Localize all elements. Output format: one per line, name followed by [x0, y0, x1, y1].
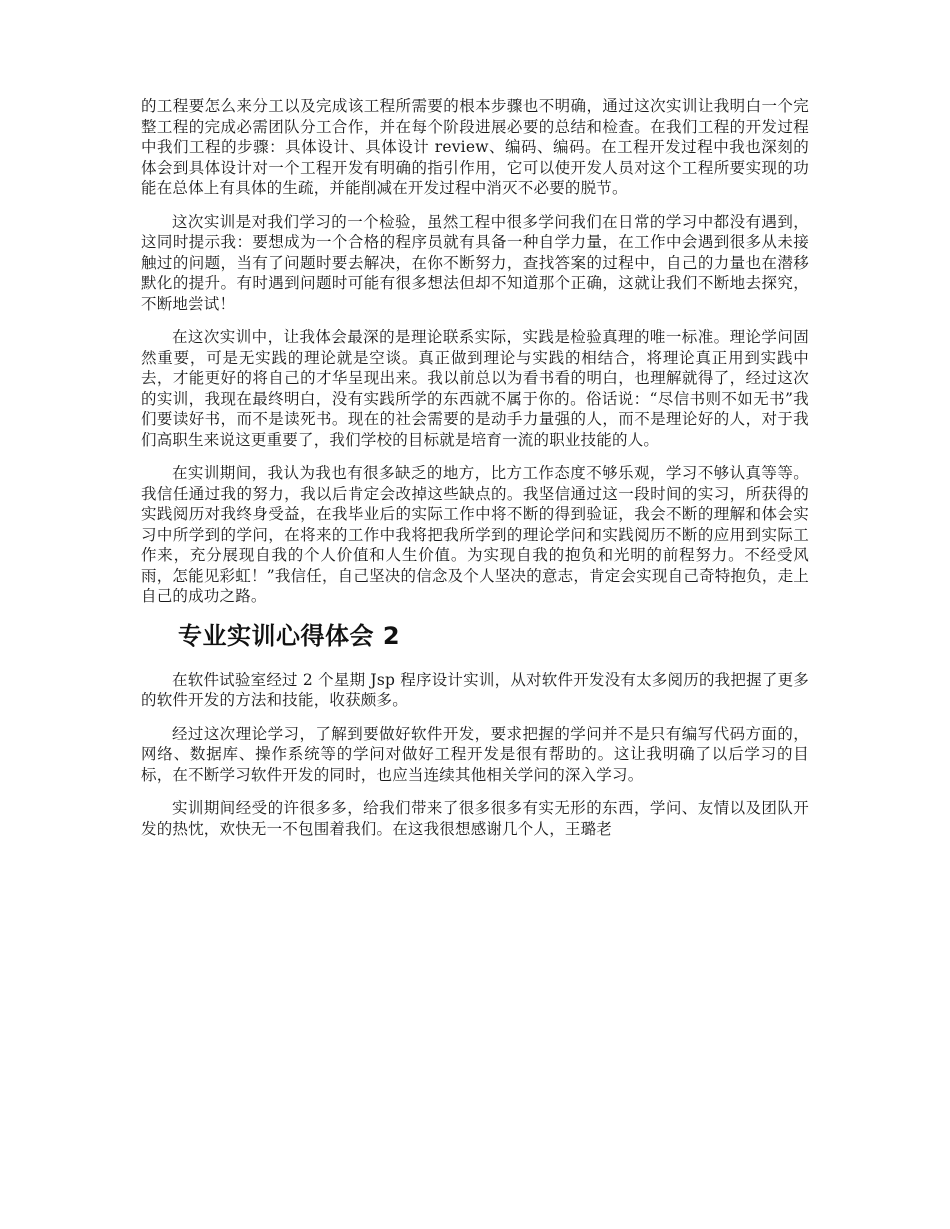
- paragraph: 在实训期间，我认为我也有很多缺乏的地方，比方工作态度不够乐观，学习不够认真等等。我信任通过我的努力，我以后肯定会改掉这些缺点的。我坚信通过这一段时间的实习，所获得的实践阅历对我终身受益，在我毕业后的实际工作中将不断的得到验证，我会不断的理解和体会实习中所学到的学问，在将来的工作中我将把我所学到的理论学问和实践阅历不断的应用到实际工作来，充分展现自我的个人价值和人生价值。为实现自我的抱负和光明的前程努力。不经受风雨，怎能见彩虹！”我信任，自己坚决的信念及个人坚决的意志，肯定会实现自己奇特抱负，走上自己的成功之路。: [141, 464, 809, 605]
- paragraph: 这次实训是对我们学习的一个检验，虽然工程中很多学问我们在日常的学习中都没有遇到，这同时提示我：要想成为一个合格的程序员就有具备一种自学力量，在工作中会遇到很多从未接触过的问题，当有了问题时要去解决，在你不断努力，查找答案的过程中，自己的力量也在潜移默化的提升。有时遇到问题时可能有很多想法但却不知道那个正确，这就让我们不断地去探究，不断地尝试！: [141, 212, 809, 313]
- paragraph: 在这次实训中，让我体会最深的是理论联系实际，实践是检验真理的唯一标准。理论学问固然重要，可是无实践的理论就是空谈。真正做到理论与实践的相结合，将理论真正用到实践中去，才能更好的将自己的才华呈现出来。我以前总以为看书看的明白，也理解就得了，经过这次的实训，我现在最终明白，没有实践所学的东西就不属于你的。俗话说：“尽信书则不如无书”我们要读好书，而不是读死书。现在的社会需要的是动手力量强的人，而不是理论好的人，对于我们高职生来说这更重要了，我们学校的目标就是培育一流的职业技能的人。: [141, 328, 809, 449]
- document-page: [141, 96, 809, 852]
- paragraph: 的工程要怎么来分工以及完成该工程所需要的根本步骤也不明确，通过这次实训让我明白一个完整工程的完成必需团队分工合作，并在每个阶段进展必要的总结和检查。在我们工程的开发过程中我们工程的步骤：具体设计、具体设计 review、编码、编码。在工程开发过程中我也深刻的体会到具体设计对一个工程开发有明确的指引作用，它可以使开发人员对这个工程所要实现的功能在总体上有具体的生疏，并能削减在开发过程中消灭不必要的脱节。: [141, 97, 809, 197]
- section-heading: 专业实训心得体会 2: [178, 621, 401, 650]
- paragraph: 经过这次理论学习，了解到要做好软件开发，要求把握的学问并不是只有编写代码方面的，网络、数据库、操作系统等的学问对做好工程开发是很有帮助的。这让我明确了以后学习的目标，在不断学习软件开发的同时，也应当连续其他相关学问的深入学习。: [141, 724, 809, 784]
- paragraph: 实训期间经受的许很多多，给我们带来了很多很多有实无形的东西，学问、友情以及团队开发的热忱，欢快无一不包围着我们。在这我很想感谢几个人，王璐老: [141, 799, 809, 838]
- paragraph: 在软件试验室经过 2 个星期 Jsp 程序设计实训，从对软件开发没有太多阅历的我把握了更多的软件开发的方法和技能，收获颇多。: [141, 670, 809, 709]
